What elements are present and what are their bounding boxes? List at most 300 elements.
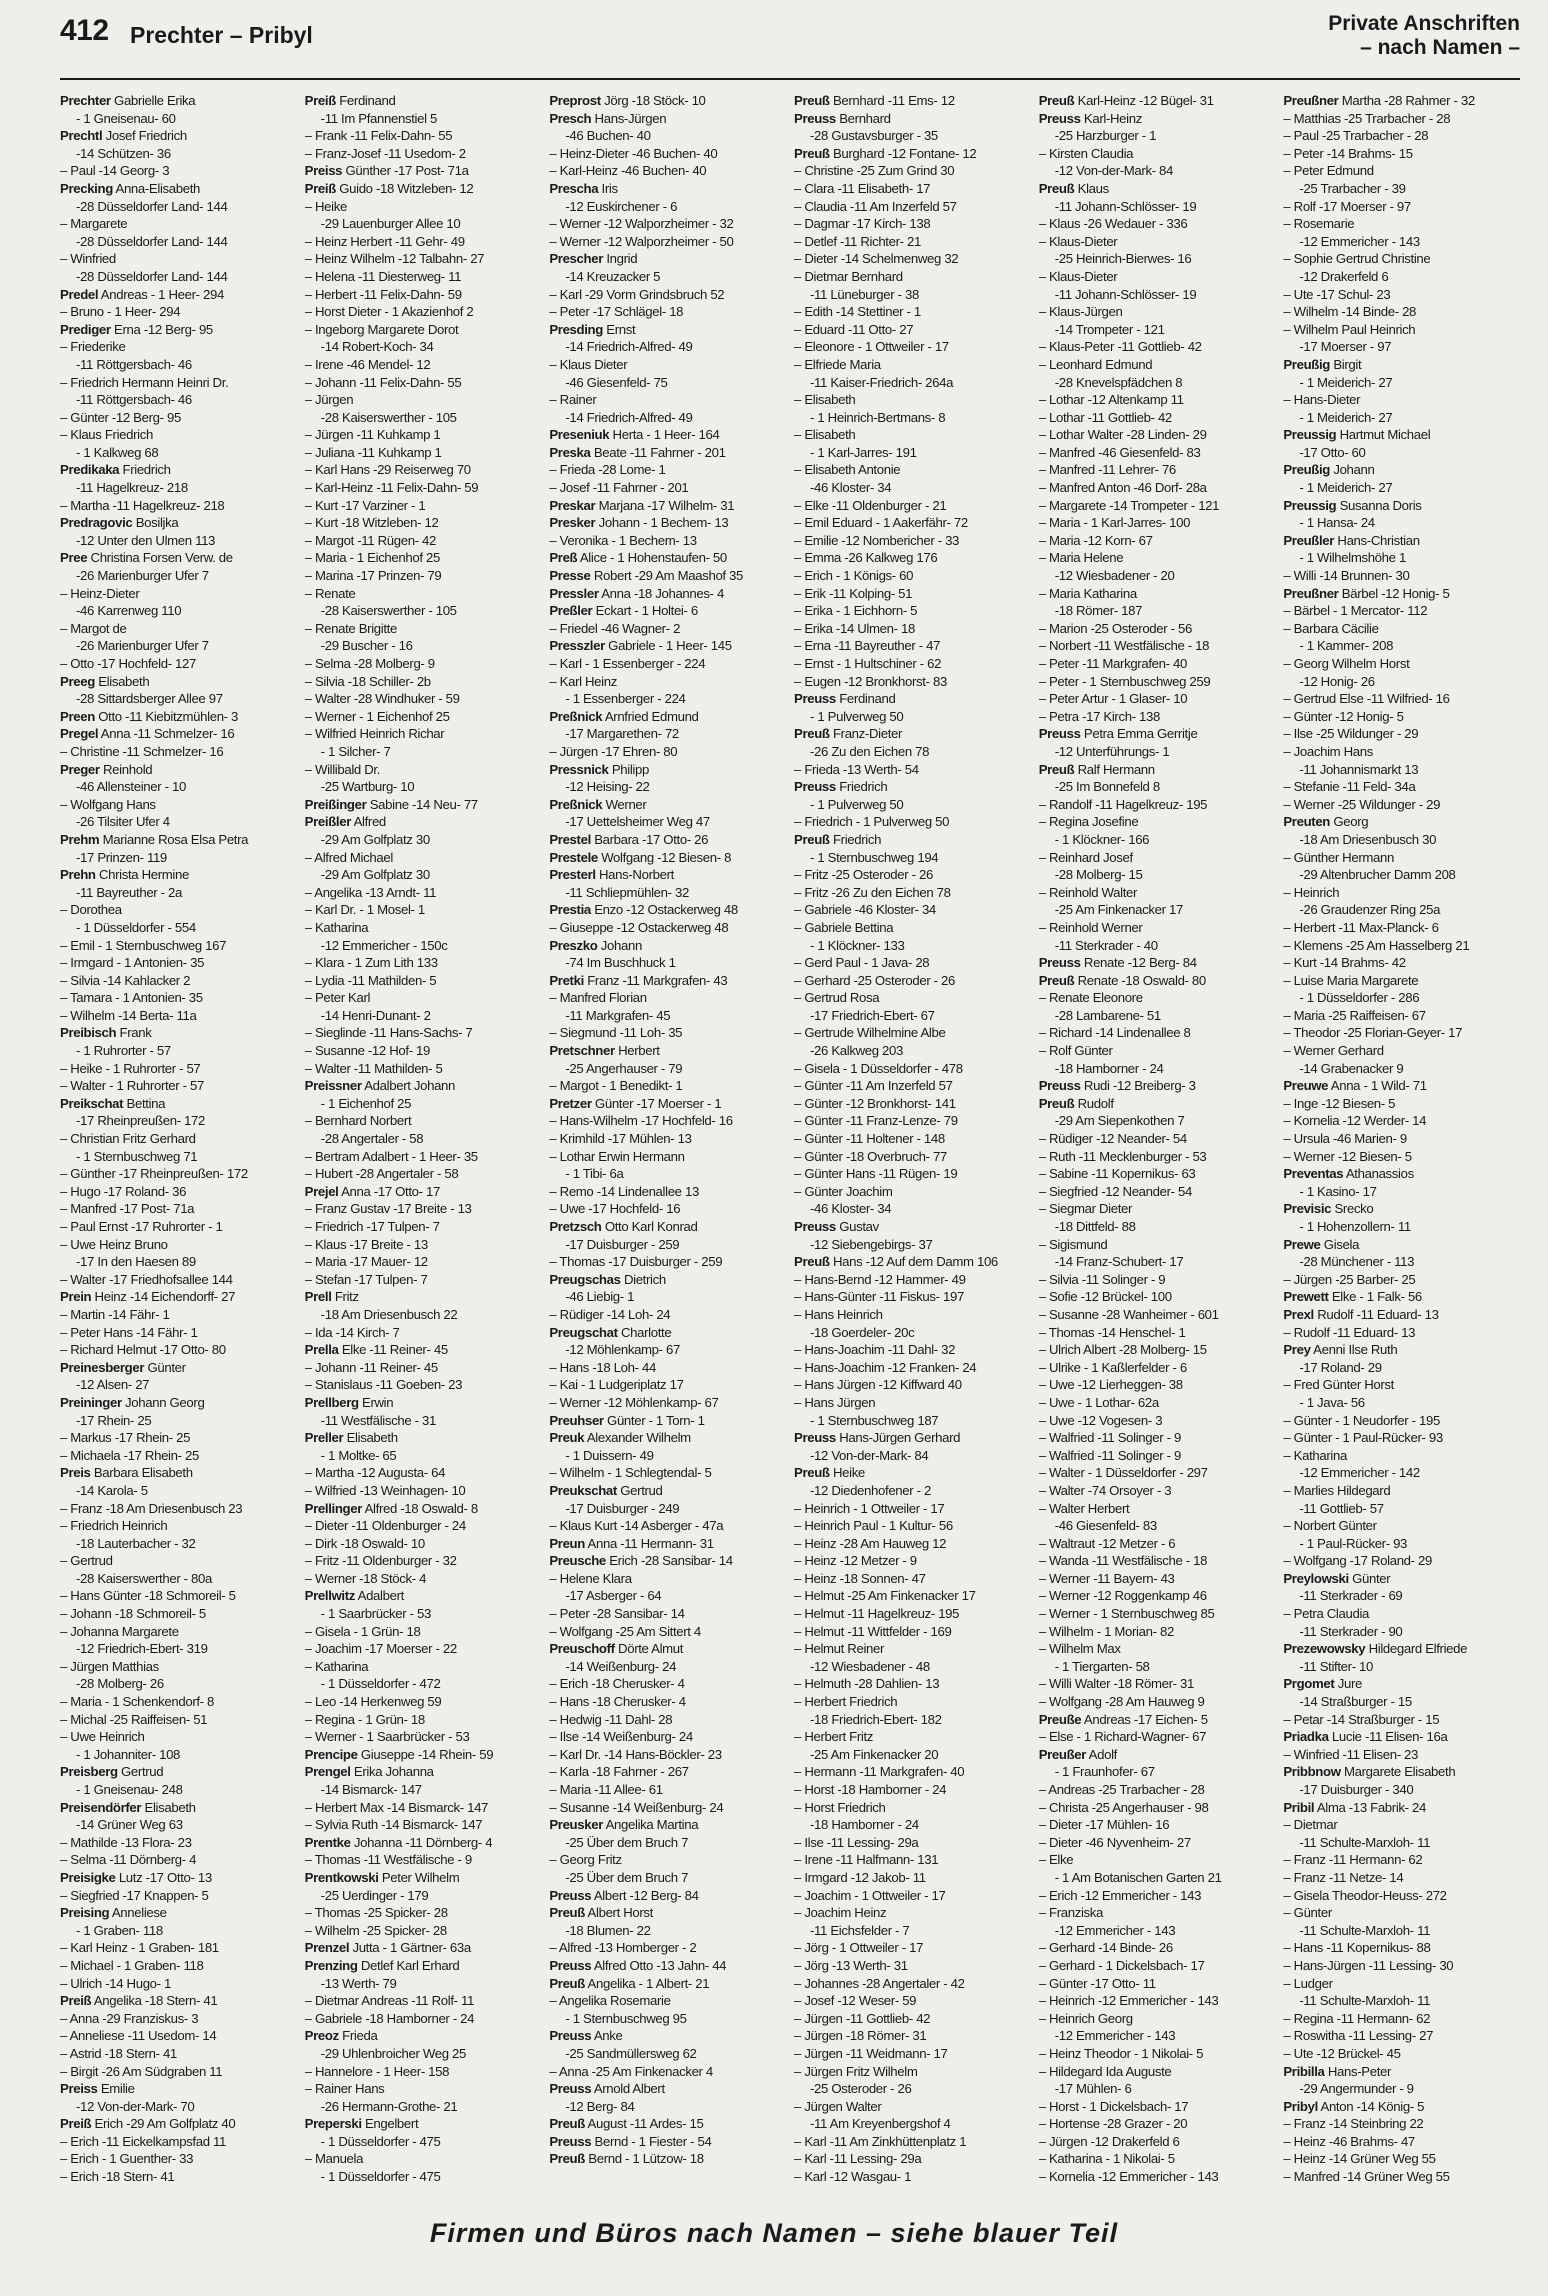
directory-entry bbox=[60, 1816, 297, 1834]
entry-details: -46 Buchen- 40 bbox=[565, 128, 651, 144]
directory-entry bbox=[549, 708, 786, 726]
entry-details: – Leonhard Edmund bbox=[1038, 356, 1153, 372]
entry-details: Bernhard -11 Ems- 12 bbox=[829, 93, 955, 108]
entry-details: – Jürgen -18 Römer- 31 bbox=[794, 2028, 927, 2044]
entry-details: -25 Über dem Bruch 7 bbox=[565, 1869, 689, 1885]
directory-entry bbox=[794, 1341, 1031, 1359]
directory-entry bbox=[305, 110, 542, 128]
entry-details: – Herbert -11 Felix-Dahn- 59 bbox=[304, 286, 462, 302]
directory-entry bbox=[794, 1359, 1031, 1377]
entry-details: - 1 Am Botanischen Garten 21 bbox=[1054, 1869, 1222, 1885]
entry-details: - 1 Gneisenau- 248 bbox=[76, 1782, 183, 1797]
directory-entry bbox=[1039, 215, 1276, 233]
directory-entry bbox=[549, 1975, 786, 1993]
entry-details: -12 Möhlenkamp- 67 bbox=[565, 1342, 680, 1358]
entry-details: – Günter -11 Am Inzerfeld 57 bbox=[794, 1078, 953, 1094]
directory-entry bbox=[305, 250, 542, 268]
entry-details: -17 Margarethen- 72 bbox=[565, 726, 679, 742]
entry-surname: Preußler bbox=[1283, 532, 1335, 548]
directory-entry bbox=[1039, 1781, 1276, 1799]
directory-entry bbox=[1283, 1464, 1520, 1482]
entry-details: Anna-Elisabeth bbox=[112, 180, 201, 196]
entry-surname: Preßler bbox=[549, 603, 593, 619]
directory-entry bbox=[1039, 303, 1276, 321]
directory-entry bbox=[1039, 461, 1276, 479]
entry-details: -29 Uhlenbroicher Weg 25 bbox=[320, 2045, 466, 2061]
entry-details: – Ilse -11 Lessing- 29a bbox=[794, 1834, 919, 1850]
directory-entry bbox=[60, 162, 297, 180]
entry-details: – Heinz -46 Brahms- 47 bbox=[1283, 2133, 1415, 2149]
directory-entry bbox=[1283, 972, 1520, 990]
entry-details: Srecko bbox=[1331, 1201, 1374, 1217]
entry-details: – Thomas -25 Spicker- 28 bbox=[304, 1905, 448, 1921]
directory-entry bbox=[549, 1412, 786, 1430]
entry-details: – Manfred Anton -46 Dorf- 28a bbox=[1038, 480, 1207, 496]
directory-entry bbox=[1039, 919, 1276, 937]
directory-entry bbox=[60, 1306, 297, 1324]
entry-details: – Michaela -17 Rhein- 25 bbox=[60, 1447, 199, 1463]
directory-entry bbox=[1039, 1605, 1276, 1623]
entry-details: – Eduard -11 Otto- 27 bbox=[794, 321, 914, 337]
entry-details: – Kornelia -12 Emmericher - 143 bbox=[1038, 2169, 1219, 2185]
directory-entry bbox=[1039, 1148, 1276, 1166]
directory-entry bbox=[549, 162, 786, 180]
entry-details: – Renate bbox=[304, 585, 356, 601]
entry-details: – Kurt -17 Varziner - 1 bbox=[304, 497, 426, 513]
entry-details: – Dieter -46 Nyvenheim- 27 bbox=[1038, 1834, 1191, 1850]
directory-entry bbox=[1039, 620, 1276, 638]
entry-details: -17 Duisburger - 340 bbox=[1299, 1782, 1414, 1797]
entry-details: – Marina -17 Prinzen- 79 bbox=[304, 568, 442, 584]
directory-entry bbox=[794, 1711, 1031, 1729]
directory-entry bbox=[1283, 1904, 1520, 1922]
entry-details: -17 In den Haesen 89 bbox=[76, 1254, 196, 1270]
entry-details: – Gisela - 1 Grün- 18 bbox=[304, 1623, 421, 1639]
entry-details: - 1 Düsseldorfer - 475 bbox=[320, 2133, 441, 2149]
entry-surname: Preuss bbox=[1038, 726, 1081, 742]
directory-entry bbox=[60, 2010, 297, 2028]
directory-entry bbox=[1283, 2063, 1520, 2081]
directory-entry bbox=[1283, 479, 1520, 497]
entry-details: - 1 Fraunhofer- 67 bbox=[1054, 1764, 1155, 1780]
directory-entry bbox=[549, 391, 786, 409]
entry-surname: Preszko bbox=[549, 937, 598, 953]
directory-entry bbox=[1283, 708, 1520, 726]
entry-details: – Irmgard -12 Jakob- 11 bbox=[794, 1869, 926, 1885]
entry-surname: Pribbnow bbox=[1283, 1764, 1341, 1780]
directory-entry bbox=[60, 708, 297, 726]
entry-details: -25 Wartburg- 10 bbox=[320, 779, 415, 795]
entry-details: Andreas - 1 Heer- 294 bbox=[98, 286, 224, 302]
entry-details: – Reinhard Josef bbox=[1038, 849, 1133, 865]
directory-entry bbox=[549, 1535, 786, 1553]
entry-details: – Horst Dieter - 1 Akazienhof 2 bbox=[304, 304, 474, 320]
entry-surname: Preuss bbox=[794, 1430, 836, 1446]
entry-details: – Tamara - 1 Antonien- 35 bbox=[60, 990, 203, 1006]
entry-details: – Norbert -11 Westfälische - 18 bbox=[1038, 638, 1210, 654]
directory-entry bbox=[1039, 426, 1276, 444]
directory-entry bbox=[1283, 989, 1520, 1007]
directory-entry bbox=[794, 1939, 1031, 1957]
entry-surname: Prella bbox=[304, 1342, 339, 1358]
listing-column-6 bbox=[1283, 92, 1520, 2202]
directory-entry bbox=[305, 901, 542, 919]
entry-details: – Elfriede Maria bbox=[794, 356, 881, 372]
entry-details: – Reinhold Werner bbox=[1038, 919, 1143, 935]
entry-details: – Dieter -17 Mühlen- 16 bbox=[1038, 1817, 1170, 1833]
entry-details: – Helene Klara bbox=[549, 1570, 632, 1586]
directory-entry bbox=[1283, 1306, 1520, 1324]
entry-details: Engelbert bbox=[361, 2116, 419, 2132]
entry-details: - 1 Hansa- 24 bbox=[1299, 515, 1375, 531]
directory-entry bbox=[549, 514, 786, 532]
directory-entry bbox=[794, 1095, 1031, 1113]
entry-details: – Frank -11 Felix-Dahn- 55 bbox=[304, 128, 453, 144]
entry-details: – Friedrich Heinrich bbox=[60, 1518, 168, 1534]
entry-details: -11 Westfälische - 31 bbox=[320, 1412, 436, 1428]
entry-details: -25 Osteroder - 26 bbox=[810, 2081, 912, 2097]
directory-entry bbox=[1039, 1341, 1276, 1359]
entry-details: – Helena -11 Diesterweg- 11 bbox=[304, 268, 462, 284]
entry-details: Renate -18 Oswald- 80 bbox=[1074, 972, 1206, 988]
directory-entry bbox=[1039, 1517, 1276, 1535]
directory-entry bbox=[1283, 1552, 1520, 1570]
directory-entry bbox=[1283, 1324, 1520, 1342]
entry-details: Gisela bbox=[1320, 1236, 1360, 1252]
directory-entry bbox=[60, 1535, 297, 1553]
entry-details: – Kornelia -12 Werder- 14 bbox=[1283, 1113, 1427, 1129]
entry-details: -18 Am Driesenbusch 22 bbox=[320, 1306, 458, 1322]
directory-entry bbox=[305, 2168, 542, 2186]
entry-details: Robert -29 Am Maashof 35 bbox=[590, 568, 744, 584]
entry-details: – Wilhelm -14 Binde- 28 bbox=[1283, 304, 1417, 320]
entry-details: – Walter - 1 Ruhrorter - 57 bbox=[60, 1078, 204, 1094]
entry-surname: Preisigke bbox=[60, 1869, 116, 1885]
directory-entry bbox=[305, 1253, 542, 1271]
entry-details: – Ute -17 Schul- 23 bbox=[1283, 286, 1391, 302]
entry-details: – Heinz -18 Sonnen- 47 bbox=[794, 1570, 926, 1586]
directory-entry bbox=[60, 1077, 297, 1095]
entry-details: – Hans-Jürgen -11 Lessing- 30 bbox=[1283, 1957, 1454, 1973]
directory-entry bbox=[60, 602, 297, 620]
entry-details: – Anneliese -11 Usedom- 14 bbox=[60, 2028, 217, 2044]
entry-details: – Jürgen Fritz Wilhelm bbox=[794, 2063, 918, 2079]
entry-details: – Eugen -12 Bronkhorst- 83 bbox=[794, 673, 947, 689]
directory-entry bbox=[1039, 1095, 1276, 1113]
entry-details: – Werner - 1 Saarbrücker - 53 bbox=[304, 1729, 470, 1745]
entry-details: -29 Am Siepenkothen 7 bbox=[1054, 1113, 1185, 1129]
entry-surname: Preuss bbox=[794, 1219, 836, 1234]
entry-details: – Katharina bbox=[304, 919, 369, 935]
directory-entry bbox=[794, 1148, 1031, 1166]
entry-details: – Erich - 1 Guenther- 33 bbox=[60, 2151, 194, 2167]
entry-details: Albert Horst bbox=[584, 1905, 653, 1921]
entry-details: – Karl - 1 Essenberger - 224 bbox=[549, 656, 706, 671]
entry-details: Bettina bbox=[123, 1095, 166, 1111]
entry-details: Wolfgang -12 Biesen- 8 bbox=[597, 849, 732, 865]
directory-entry bbox=[60, 303, 297, 321]
directory-entry bbox=[794, 761, 1031, 779]
entry-details: – Hans Günter -18 Schmoreil- 5 bbox=[60, 1588, 236, 1604]
entry-details: – Werner -18 Stöck- 4 bbox=[304, 1570, 427, 1586]
directory-entry bbox=[305, 1605, 542, 1623]
entry-surname: Prentke bbox=[304, 1834, 351, 1850]
directory-entry bbox=[1039, 286, 1276, 304]
directory-entry bbox=[1283, 198, 1520, 216]
directory-entry bbox=[305, 1939, 542, 1957]
directory-entry bbox=[1039, 1024, 1276, 1042]
directory-entry bbox=[1039, 602, 1276, 620]
entry-details: -26 Tilsiter Ufer 4 bbox=[76, 814, 170, 830]
entry-details: – Margarete -14 Trompeter - 121 bbox=[1038, 497, 1220, 513]
directory-entry bbox=[1039, 2010, 1276, 2028]
directory-entry bbox=[549, 303, 786, 321]
entry-details: – Anna -29 Franziskus- 3 bbox=[60, 2010, 199, 2026]
entry-details: – Michal -25 Raiffeisen- 51 bbox=[60, 1711, 208, 1727]
entry-surname: Presterl bbox=[549, 867, 596, 883]
entry-details: -14 Friedrich-Alfred- 49 bbox=[565, 409, 693, 425]
directory-entry bbox=[1039, 1922, 1276, 1940]
directory-entry bbox=[305, 1271, 542, 1289]
directory-entry bbox=[794, 1587, 1031, 1605]
entry-details: – Ernst - 1 Hultschiner - 62 bbox=[794, 656, 942, 671]
directory-entry bbox=[305, 268, 542, 286]
directory-entry bbox=[794, 1570, 1031, 1588]
entry-details: -12 Emmericher - 150c bbox=[320, 937, 448, 953]
directory-entry bbox=[305, 1236, 542, 1254]
directory-entry bbox=[305, 1552, 542, 1570]
entry-details: Rudi -12 Breiberg- 3 bbox=[1080, 1078, 1196, 1094]
entry-details: – Christa -25 Angerhauser - 98 bbox=[1038, 1799, 1209, 1815]
directory-entry bbox=[305, 162, 542, 180]
directory-entry bbox=[549, 567, 786, 585]
directory-entry bbox=[1039, 2168, 1276, 2186]
directory-entry bbox=[549, 250, 786, 268]
directory-entry bbox=[1039, 1464, 1276, 1482]
page-header bbox=[60, 10, 1520, 68]
directory-entry bbox=[1283, 303, 1520, 321]
directory-entry bbox=[60, 1570, 297, 1588]
entry-details: – Paul -14 Georg- 3 bbox=[60, 163, 170, 179]
entry-details: – Stefan -17 Tulpen- 7 bbox=[304, 1271, 428, 1287]
entry-details: - 1 Düsseldorfer - 286 bbox=[1299, 990, 1420, 1006]
entry-surname: Preuß bbox=[1038, 93, 1075, 108]
entry-surname: Previsic bbox=[1283, 1201, 1332, 1217]
entry-details: - 1 Wilhelmshöhe 1 bbox=[1299, 550, 1406, 566]
entry-details: – Franz -18 Am Driesenbusch 23 bbox=[60, 1500, 243, 1516]
directory-entry bbox=[1039, 1042, 1276, 1060]
directory-entry bbox=[1039, 391, 1276, 409]
entry-details: – Fritz -11 Oldenburger - 32 bbox=[304, 1553, 457, 1569]
entry-details: – Günter -12 Honig- 5 bbox=[1283, 708, 1404, 724]
directory-entry bbox=[1283, 1376, 1520, 1394]
directory-entry bbox=[549, 374, 786, 392]
directory-entry bbox=[305, 215, 542, 233]
entry-details: -26 Marienburger Ufer 7 bbox=[76, 638, 209, 654]
entry-details: – Klaus-Dieter bbox=[1038, 268, 1118, 284]
directory-entry bbox=[794, 338, 1031, 356]
directory-entry bbox=[305, 2045, 542, 2063]
directory-entry bbox=[1283, 954, 1520, 972]
directory-entry bbox=[305, 849, 542, 867]
directory-entry bbox=[305, 1623, 542, 1641]
directory-entry bbox=[305, 690, 542, 708]
entry-details: - 1 Kalkweg 68 bbox=[76, 444, 159, 460]
directory-entry bbox=[1283, 1394, 1520, 1412]
entry-details: – Uwe -12 Lierheggen- 38 bbox=[1038, 1377, 1183, 1393]
listing-columns bbox=[60, 92, 1520, 2202]
entry-details: -12 Heising- 22 bbox=[565, 779, 650, 795]
entry-details: – Walfried -11 Solinger - 9 bbox=[1038, 1447, 1181, 1463]
entry-details: – Klaus Dieter bbox=[549, 356, 628, 372]
entry-details: – Walfried -11 Solinger - 9 bbox=[1038, 1430, 1181, 1446]
entry-details: -25 Am Finkenacker 20 bbox=[810, 1746, 939, 1762]
entry-details: -14 Kreuzacker 5 bbox=[565, 268, 661, 284]
directory-entry bbox=[549, 268, 786, 286]
directory-entry bbox=[60, 1799, 297, 1817]
directory-entry bbox=[60, 1658, 297, 1676]
entry-details: Beate -11 Fahrner - 201 bbox=[590, 444, 726, 460]
entry-details: – Wilhelm - 1 Schlegtendal- 5 bbox=[549, 1465, 712, 1481]
directory-entry bbox=[794, 321, 1031, 339]
directory-entry bbox=[549, 356, 786, 374]
entry-details: – Rainer Hans bbox=[304, 2081, 385, 2097]
entry-details: – Franz -14 Steinbring 22 bbox=[1283, 2116, 1424, 2132]
entry-details: – Hans Jürgen bbox=[794, 1394, 876, 1410]
entry-details: Franz-Dieter bbox=[829, 726, 903, 742]
entry-details: Frank bbox=[116, 1025, 152, 1041]
entry-details: Peter Wilhelm bbox=[378, 1869, 460, 1885]
directory-entry bbox=[305, 92, 542, 110]
directory-entry bbox=[794, 919, 1031, 937]
entry-details: – Rolf Günter bbox=[1038, 1043, 1113, 1059]
entry-surname: Preisendörfer bbox=[60, 1799, 142, 1815]
directory-entry bbox=[549, 1324, 786, 1342]
directory-entry bbox=[60, 514, 297, 532]
entry-details: – Günter -12 Bronkhorst- 141 bbox=[794, 1095, 956, 1111]
directory-entry bbox=[549, 2027, 786, 2045]
entry-details: – Frieda -28 Lome- 1 bbox=[549, 462, 666, 478]
entry-details: -12 Wiesbadener - 20 bbox=[1054, 568, 1175, 584]
directory-entry bbox=[305, 374, 542, 392]
entry-details: – Dieter -14 Schelmenweg 32 bbox=[794, 251, 959, 267]
directory-entry bbox=[60, 1781, 297, 1799]
directory-entry bbox=[549, 989, 786, 1007]
directory-entry bbox=[305, 1957, 542, 1975]
entry-details: – Jörg - 1 Ottweiler - 17 bbox=[794, 1940, 924, 1956]
directory-entry bbox=[1039, 1887, 1276, 1905]
entry-details: – Stanislaus -11 Goeben- 23 bbox=[304, 1377, 463, 1393]
entry-surname: Prechtl bbox=[60, 128, 103, 144]
directory-entry bbox=[60, 673, 297, 691]
entry-details: – Rüdiger -12 Neander- 54 bbox=[1038, 1131, 1187, 1147]
entry-details: – Hans -18 Loh- 44 bbox=[549, 1359, 656, 1375]
directory-entry bbox=[1283, 1799, 1520, 1817]
entry-details: -28 Kaiserswerther - 105 bbox=[320, 603, 457, 619]
directory-entry bbox=[794, 1271, 1031, 1289]
directory-entry bbox=[549, 901, 786, 919]
directory-entry bbox=[60, 1552, 297, 1570]
entry-details: – Erich -18 Cherusker- 4 bbox=[549, 1676, 685, 1692]
directory-entry bbox=[305, 1412, 542, 1430]
entry-details: – Dietmar Bernhard bbox=[794, 268, 903, 284]
directory-entry bbox=[1283, 2168, 1520, 2186]
directory-entry bbox=[794, 1834, 1031, 1852]
entry-details: – Katharina bbox=[1283, 1447, 1347, 1463]
directory-entry bbox=[60, 497, 297, 515]
directory-entry bbox=[794, 127, 1031, 145]
entry-details: -12 Von-der-Mark- 70 bbox=[76, 2098, 195, 2114]
entry-details: – Bernhard Norbert bbox=[304, 1113, 412, 1129]
directory-entry bbox=[305, 1024, 542, 1042]
entry-details: – Astrid -18 Stern- 41 bbox=[60, 2045, 177, 2061]
entry-details: – Margot de bbox=[60, 620, 127, 636]
directory-entry bbox=[549, 1675, 786, 1693]
directory-entry bbox=[794, 1851, 1031, 1869]
entry-details: - 1 Kasino- 17 bbox=[1299, 1183, 1377, 1199]
entry-details: – Norbert Günter bbox=[1283, 1518, 1377, 1534]
directory-entry bbox=[305, 338, 542, 356]
directory-entry bbox=[1283, 585, 1520, 603]
directory-entry bbox=[305, 725, 542, 743]
entry-details: – Renate Brigitte bbox=[304, 620, 397, 636]
entry-details: Franz -11 Markgrafen- 43 bbox=[583, 972, 728, 988]
entry-details: – Theodor -25 Florian-Geyer- 17 bbox=[1283, 1025, 1463, 1041]
entry-details: – Wolfgang Hans bbox=[60, 796, 156, 812]
directory-entry bbox=[549, 2098, 786, 2116]
entry-details: - 1 Heinrich-Bertmans- 8 bbox=[810, 409, 946, 425]
entry-details: Hans-Peter bbox=[1324, 2063, 1392, 2079]
entry-surname: Presch bbox=[549, 110, 592, 126]
entry-details: Reinhold bbox=[99, 761, 153, 777]
directory-entry bbox=[305, 919, 542, 937]
entry-details: -11 Schulte-Marxloh- 11 bbox=[1299, 1993, 1431, 2009]
directory-entry bbox=[794, 1429, 1031, 1447]
directory-entry bbox=[1283, 1482, 1520, 1500]
entry-details: Anneliese bbox=[109, 1905, 167, 1921]
directory-entry bbox=[1039, 567, 1276, 585]
entry-details: – Maria Helene bbox=[1038, 550, 1124, 566]
directory-entry bbox=[1283, 1130, 1520, 1148]
directory-entry bbox=[1283, 831, 1520, 849]
directory-entry bbox=[1039, 1236, 1276, 1254]
entry-surname: Prestia bbox=[549, 902, 591, 918]
entry-details: Philipp bbox=[608, 761, 649, 777]
directory-entry bbox=[1039, 1359, 1276, 1377]
directory-entry bbox=[549, 1587, 786, 1605]
directory-entry bbox=[1039, 1500, 1276, 1518]
directory-entry bbox=[60, 1904, 297, 1922]
entry-details: – Claudia -11 Am Inzerfeld 57 bbox=[794, 198, 957, 214]
entry-details: Günter bbox=[1348, 1570, 1391, 1586]
directory-entry bbox=[305, 479, 542, 497]
entry-details: -18 Hamborner - 24 bbox=[810, 1817, 919, 1833]
directory-entry bbox=[305, 2010, 542, 2028]
directory-entry bbox=[794, 444, 1031, 462]
directory-entry bbox=[794, 1165, 1031, 1183]
entry-surname: Preiß bbox=[304, 180, 336, 196]
entry-details: Iris bbox=[598, 180, 618, 196]
directory-entry bbox=[60, 1728, 297, 1746]
entry-details: – Heinrich bbox=[1283, 884, 1340, 900]
entry-details: – Ruth -11 Mecklenburger - 53 bbox=[1038, 1148, 1207, 1164]
entry-details: - 1 Pulverweg 50 bbox=[810, 708, 904, 724]
directory-entry bbox=[60, 919, 297, 937]
entry-details: – Erik -11 Kolping- 51 bbox=[794, 585, 913, 601]
entry-surname: Pretki bbox=[549, 972, 584, 988]
entry-details: – Lothar Walter -28 Linden- 29 bbox=[1038, 427, 1207, 443]
directory-entry bbox=[794, 1517, 1031, 1535]
